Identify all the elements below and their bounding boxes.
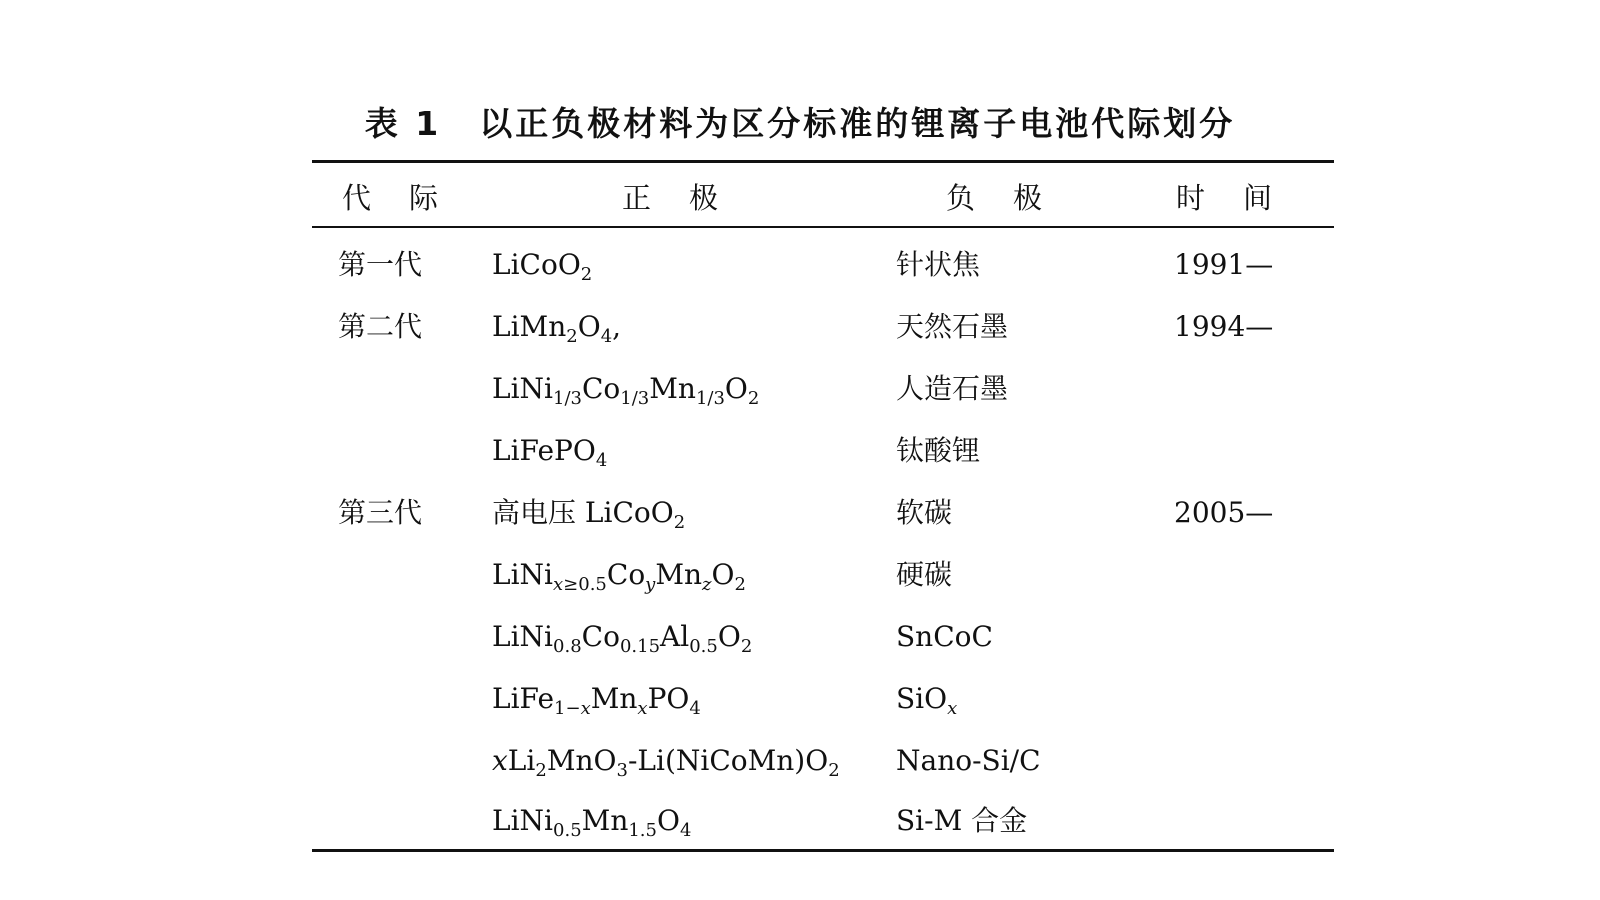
- header-time: 时 间: [1176, 181, 1273, 215]
- bottom-rule: [312, 849, 1334, 852]
- row-7-anode: SnCoC: [896, 620, 993, 653]
- row-4-cathode: LiFePO$_4$: [492, 434, 608, 471]
- top-rule: [312, 160, 1334, 163]
- row-9-anode: Nano-Si/C: [896, 744, 1041, 777]
- row-2-generation: 第二代: [338, 310, 423, 343]
- table-caption: [0, 98, 1600, 145]
- header-generation: 代 际: [342, 181, 439, 215]
- row-2-cathode: $LiMn_2O_4$,: [492, 310, 622, 347]
- row-5-generation: 第三代: [338, 496, 423, 529]
- row-4-anode: 钛酸锂: [896, 434, 981, 467]
- row-5-anode: 软碳: [896, 496, 953, 529]
- row-3-cathode: $LiNi_{1/3}Co_{1/3}Mn_{1/3}O_2$: [492, 372, 760, 409]
- row-2-anode: 天然石墨: [896, 310, 1009, 343]
- row-8-anode: SiO$_x$: [896, 682, 958, 719]
- row-3-anode: 人造石墨: [896, 372, 1009, 405]
- row-1-cathode: LiCoO$_2$: [492, 248, 593, 285]
- row-1-time: 1991—: [1174, 248, 1274, 281]
- row-9-cathode: $xLi_2MnO_3-Li(NiCoMn)O_2$: [492, 744, 840, 781]
- row-5-cathode: 高电压 LiCoO$_2$: [492, 496, 686, 533]
- row-7-cathode: $LiNi_{0.8}Co_{0.15}Al_{0.5}O_2$: [492, 620, 753, 657]
- table-title: 以正负极材料为区分标准的锂离子电池代际划分: [479, 104, 1236, 143]
- row-5-time: 2005—: [1174, 496, 1274, 529]
- row-1-anode: 针状焦: [896, 248, 981, 281]
- row-6-anode: 硬碳: [896, 558, 953, 591]
- row-1-generation: 第一代: [338, 248, 423, 281]
- header-rule: [312, 226, 1334, 228]
- row-10-anode: Si-M 合金: [896, 804, 1028, 837]
- row-2-time: 1994—: [1174, 310, 1274, 343]
- header-cathode: 正 极: [622, 181, 719, 215]
- row-8-cathode: $LiFe_{1-x}Mn_xPO_4$: [492, 682, 701, 719]
- header-anode: 负 极: [946, 181, 1043, 215]
- row-10-cathode: $LiNi_{0.5}Mn_{1.5}O_4$: [492, 804, 692, 841]
- row-6-cathode: $LiNi_{x\ge 0.5}Co_yMn_zO_2$: [492, 558, 746, 595]
- table-number: 表 1: [364, 104, 442, 143]
